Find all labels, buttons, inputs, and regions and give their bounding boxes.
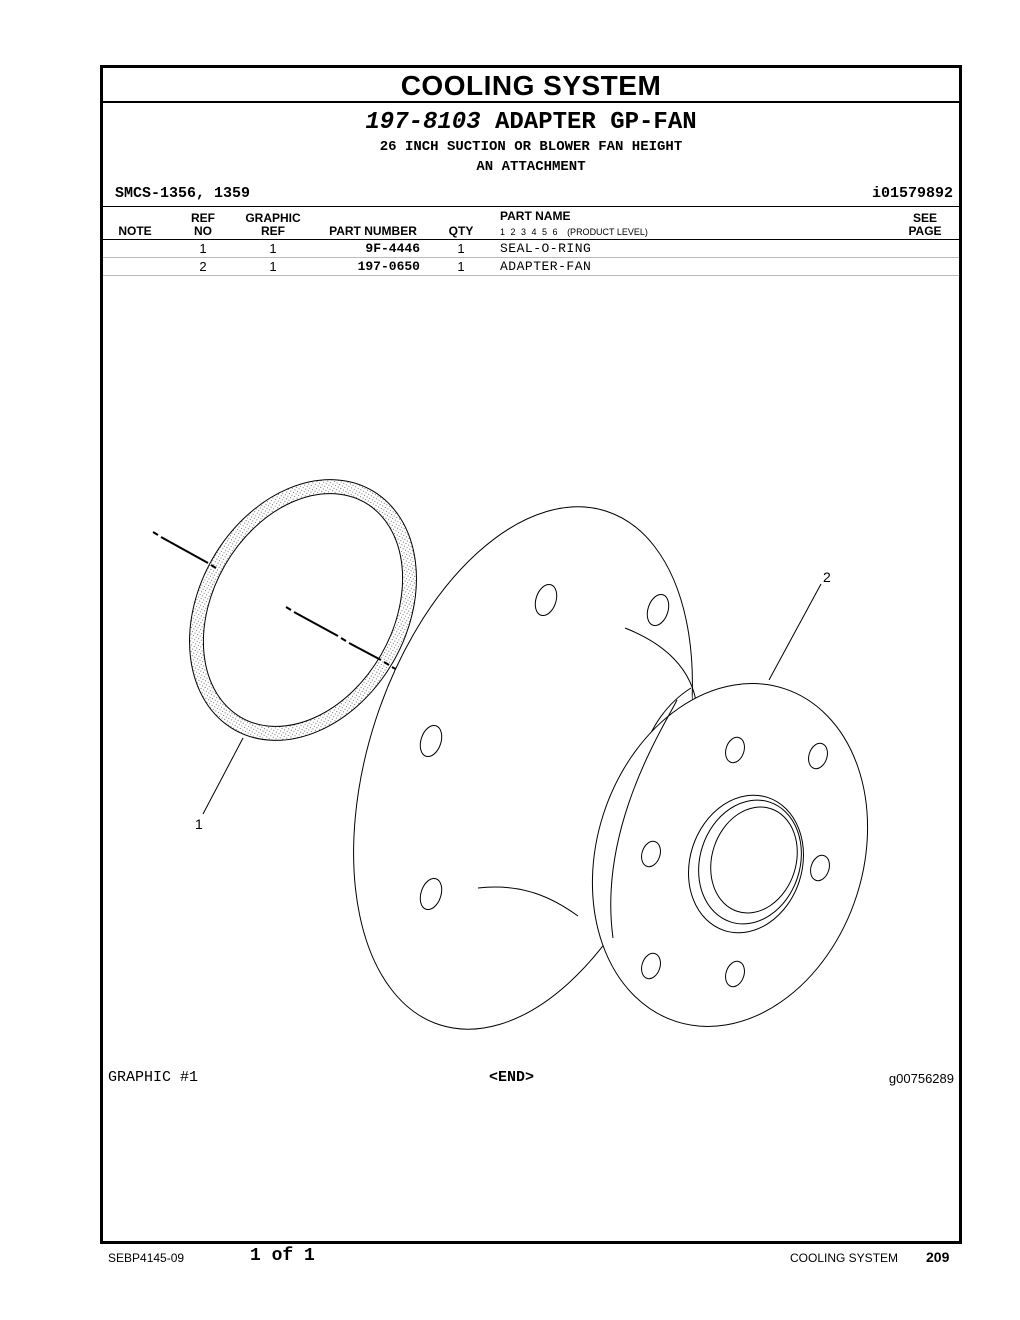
col-graphic-top: GRAPHIC — [245, 211, 301, 225]
qty: 1 — [457, 241, 465, 256]
col-graphic-bottom: REF — [261, 224, 285, 238]
col-note: NOTE — [118, 224, 152, 238]
document-id: i01579892 — [871, 185, 953, 202]
col-ref-bottom: NO — [194, 224, 212, 238]
graphic-ref: 1 — [269, 241, 277, 256]
part-number: 9F-4446 — [365, 241, 420, 256]
col-ref-top: REF — [191, 211, 215, 225]
col-see-top: SEE — [912, 211, 937, 225]
ref-no: 1 — [199, 241, 207, 256]
parts-illustration — [103, 68, 959, 1241]
page-frame — [100, 65, 962, 1244]
qty: 1 — [457, 259, 465, 274]
part-name: SEAL-O-RING — [500, 241, 592, 256]
footer-doc-number: SEBP4145-09 — [108, 1251, 185, 1265]
footer-page-number: 209 — [926, 1249, 950, 1265]
description-line-2: AN ATTACHMENT — [476, 159, 586, 175]
callout-2: 2 — [823, 569, 831, 585]
smcs-codes: SMCS-1356, 1359 — [115, 185, 251, 202]
description-line-1: 26 INCH SUCTION OR BLOWER FAN HEIGHT — [379, 139, 683, 155]
graphic-id: g00756289 — [888, 1071, 954, 1086]
col-see-bottom: PAGE — [908, 224, 942, 238]
graphic-label: GRAPHIC #1 — [108, 1069, 199, 1086]
product-level-label: (PRODUCT LEVEL) — [567, 227, 648, 237]
group-name: ADAPTER GP-FAN — [494, 109, 697, 136]
ref-no: 2 — [199, 259, 207, 274]
footer-section: COOLING SYSTEM — [790, 1251, 899, 1265]
col-part-number: PART NUMBER — [329, 224, 417, 238]
col-part-name: PART NAME — [500, 209, 571, 223]
section-title: COOLING SYSTEM — [103, 68, 959, 103]
col-qty: QTY — [448, 224, 474, 238]
end-marker: <END> — [489, 1069, 535, 1086]
group-part-number: 197-8103 — [365, 109, 481, 136]
part-name: ADAPTER-FAN — [500, 259, 592, 274]
graphic-ref: 1 — [269, 259, 277, 274]
footer-page-of: 1 of 1 — [250, 1246, 315, 1266]
callout-1: 1 — [195, 816, 203, 832]
product-level-numbers: 1 2 3 4 5 6 — [500, 227, 558, 237]
part-number: 197-0650 — [357, 259, 420, 274]
